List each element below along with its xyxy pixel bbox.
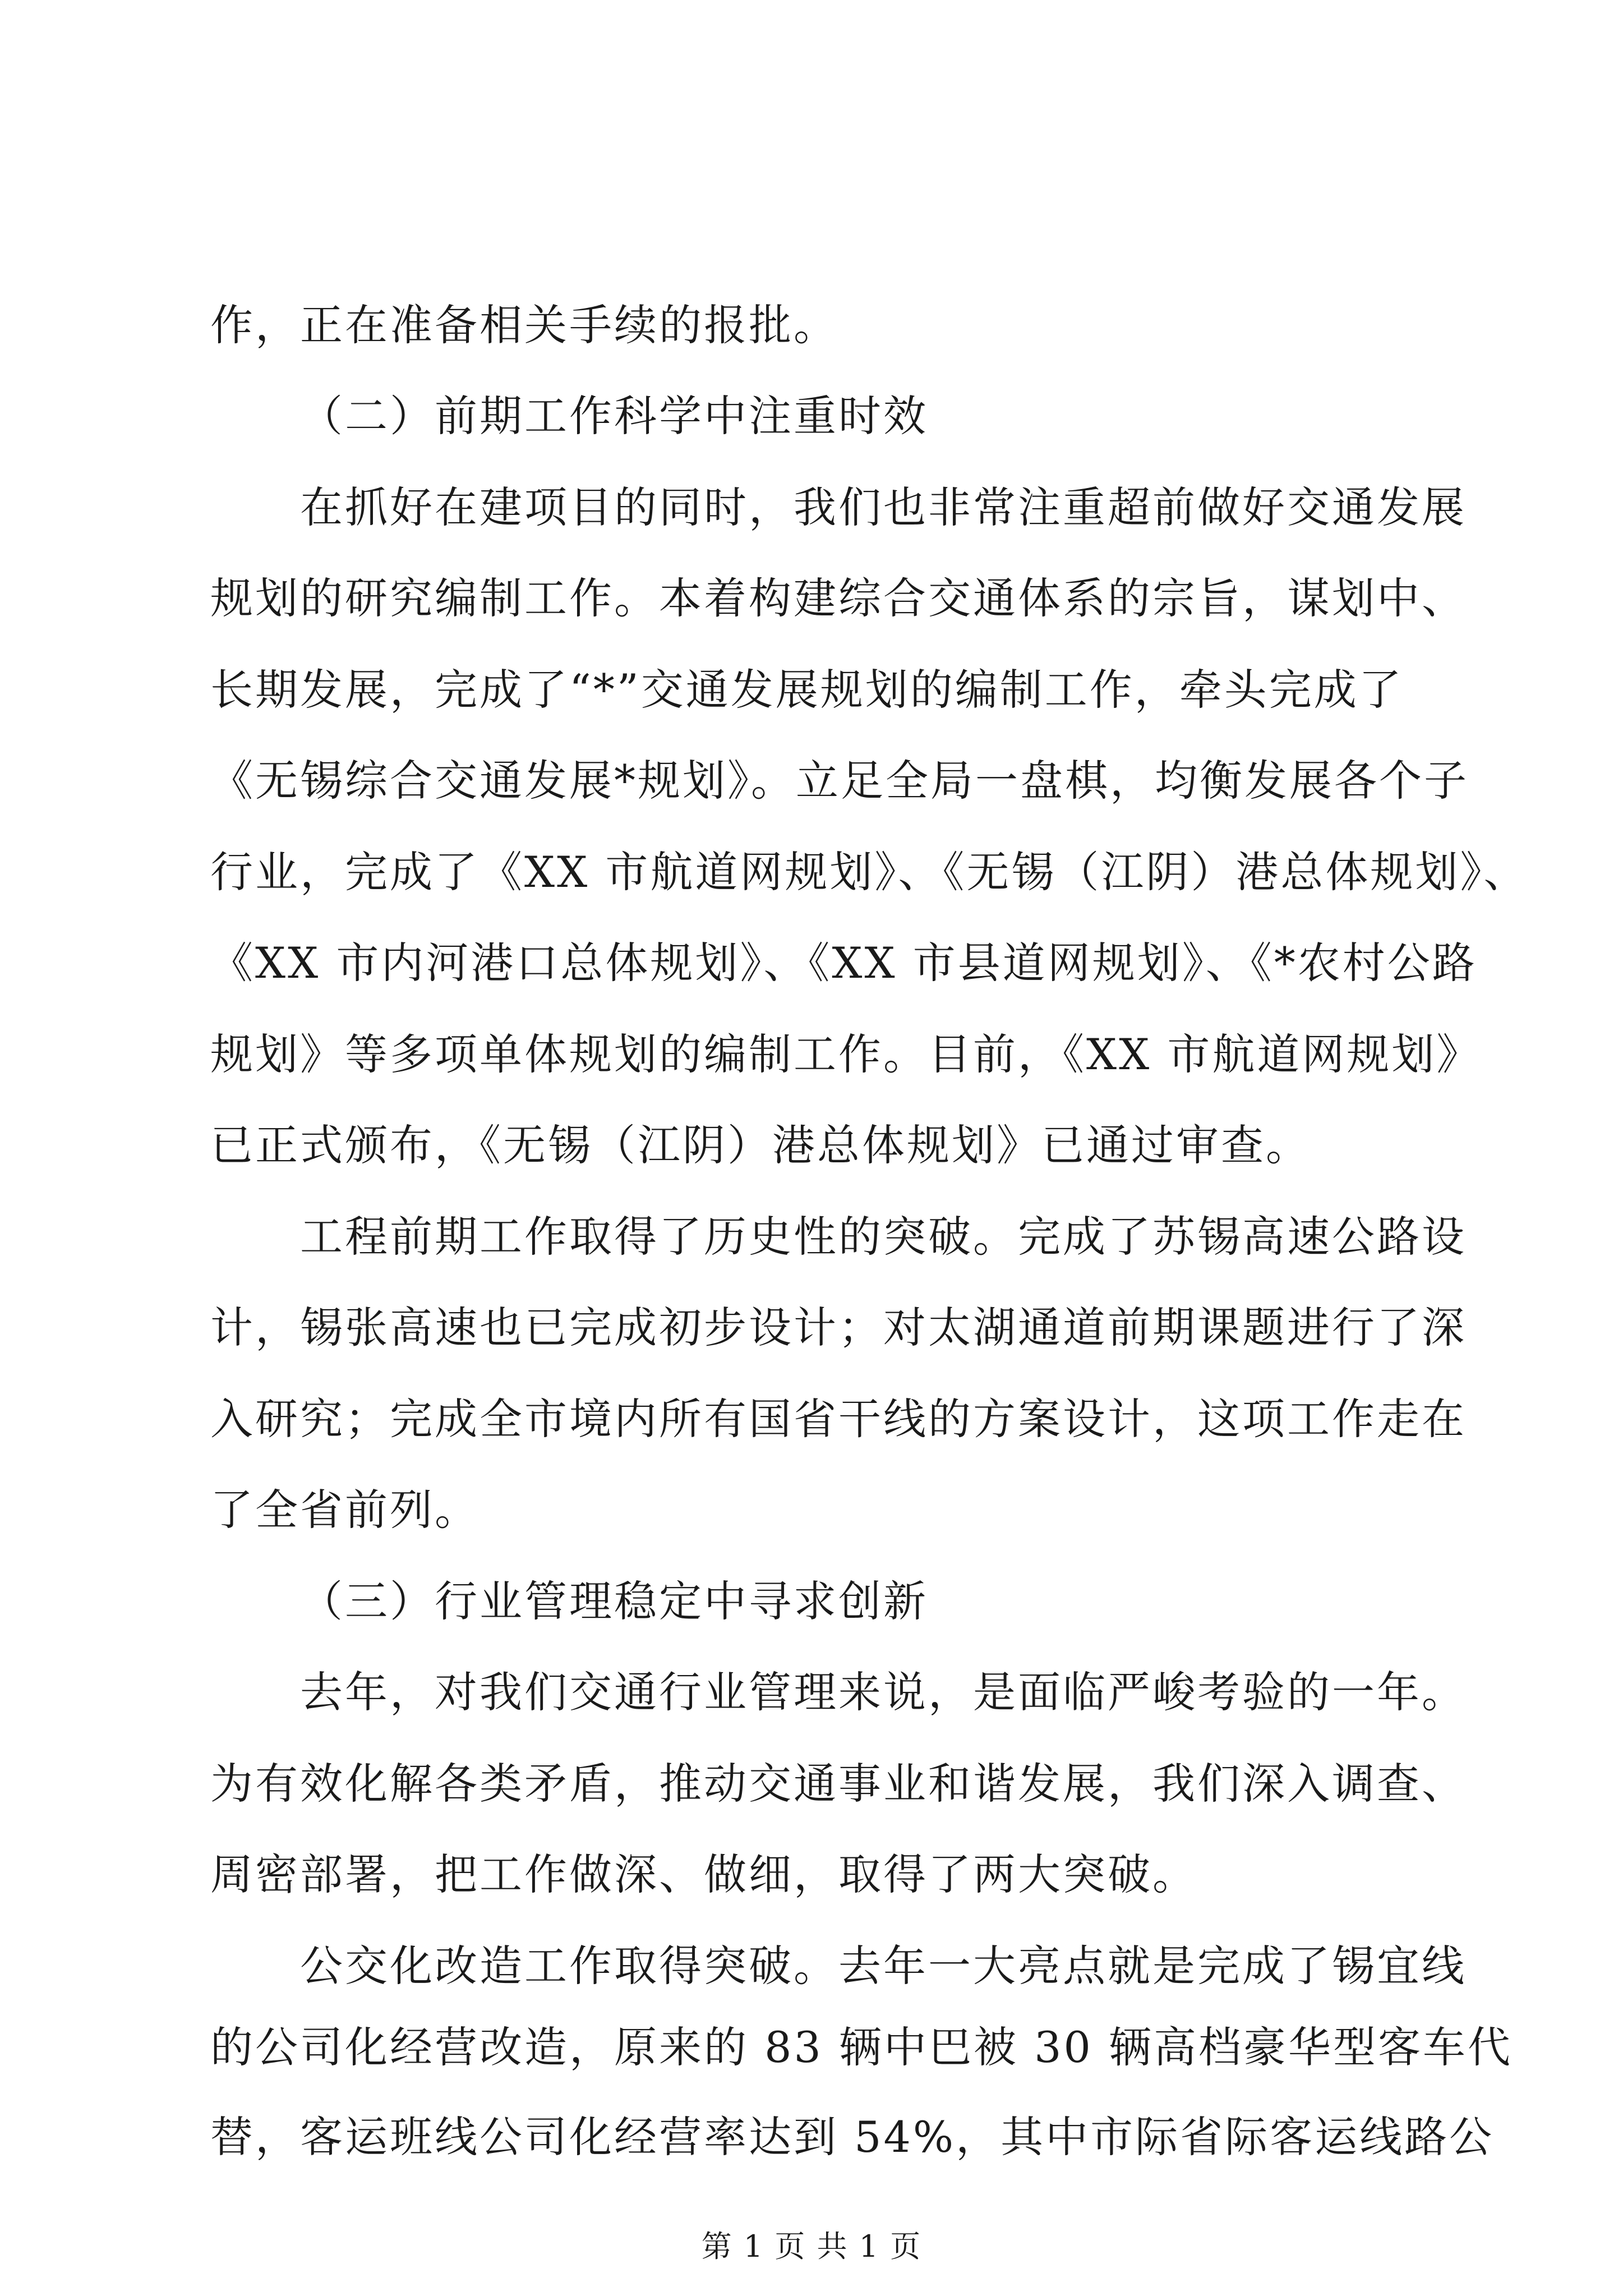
section-heading-3: （三）行业管理稳定中寻求创新 xyxy=(300,1576,928,1626)
text-line-14: 了全省前列。 xyxy=(210,1485,479,1535)
text-line-16: 去年，对我们交通行业管理来说，是面临严峻考验的一年。 xyxy=(300,1667,1467,1717)
text-line-21: 替，客运班线公司化经营率达到 54%，其中市际省际客运线路公 xyxy=(210,2112,1495,2162)
text-line-7: 行业，完成了《XX 市航道网规划》、《无锡（江阴）港总体规划》、 xyxy=(210,847,1529,897)
section-heading-2: （二）前期工作科学中注重时效 xyxy=(300,391,928,441)
page-number-footer: 第 1 页 共 1 页 xyxy=(701,2229,922,2264)
text-line-19: 公交化改造工作取得突破。去年一大亮点就是完成了锡宜线 xyxy=(300,1941,1467,1991)
text-line-6: 《无锡综合交通发展*规划》。立足全局一盘棋，均衡发展各个子 xyxy=(210,756,1469,806)
text-line-3: 在抓好在建项目的同时，我们也非常注重超前做好交通发展 xyxy=(300,482,1467,532)
text-line-20: 的公司化经营改造，原来的 83 辆中巴被 30 辆高档豪华型客车代 xyxy=(210,2022,1513,2072)
text-line-18: 周密部署，把工作做深、做细，取得了两大突破。 xyxy=(210,1849,1197,1899)
text-line-17: 为有效化解各类矛盾，推动交通事业和谐发展，我们深入调查、 xyxy=(210,1759,1467,1809)
text-line-5: 长期发展，完成了“*”交通发展规划的编制工作，牵头完成了 xyxy=(210,665,1404,715)
text-line-13: 入研究；完成全市境内所有国省干线的方案设计，这项工作走在 xyxy=(210,1394,1467,1444)
text-line-4: 规划的研究编制工作。本着构建综合交通体系的宗旨，谋划中、 xyxy=(210,573,1467,623)
text-line-1: 作，正在准备相关手续的报批。 xyxy=(210,300,838,350)
text-line-12: 计，锡张高速也已完成初步设计；对太湖通道前期课题进行了深 xyxy=(210,1303,1467,1352)
text-line-8: 《XX 市内河港口总体规划》、《XX 市县道网规划》、《*农村公路 xyxy=(210,938,1477,988)
text-line-9: 规划》等多项单体规划的编制工作。目前，《XX 市航道网规划》 xyxy=(210,1029,1482,1079)
text-line-11: 工程前期工作取得了历史性的突破。完成了苏锡高速公路设 xyxy=(300,1212,1467,1262)
text-line-10: 已正式颁布，《无锡（江阴）港总体规划》已通过审查。 xyxy=(210,1120,1311,1170)
